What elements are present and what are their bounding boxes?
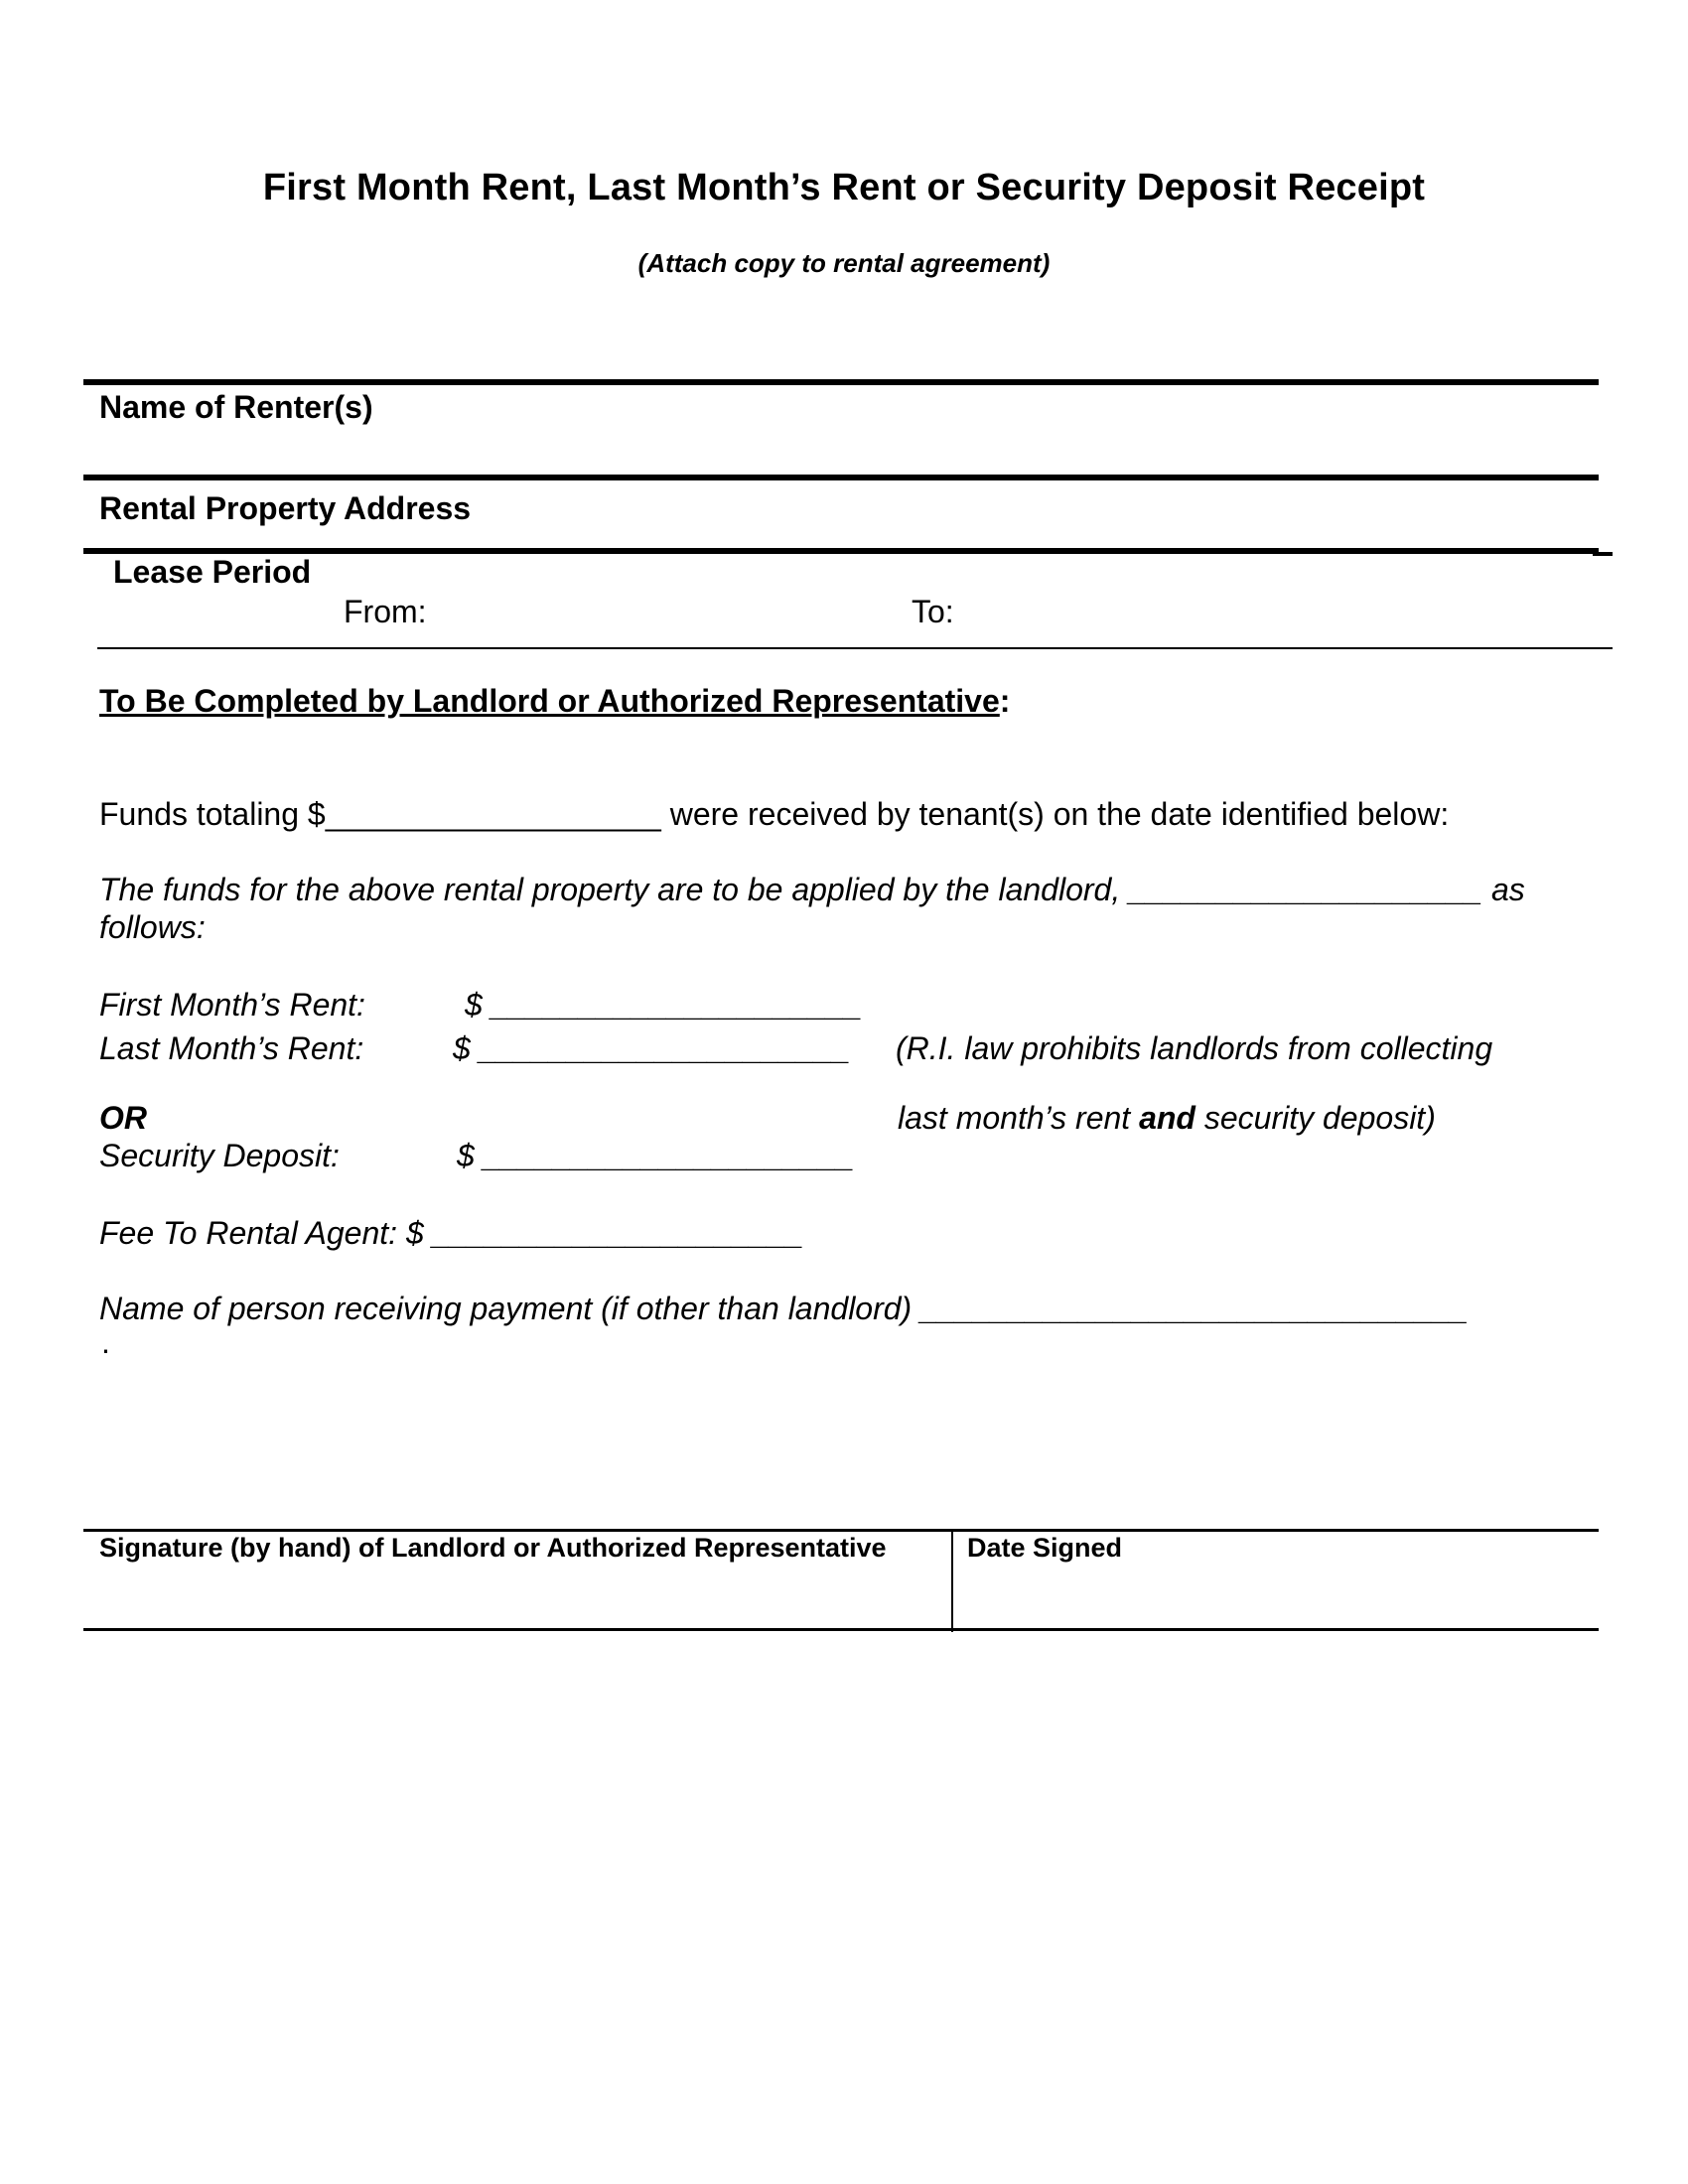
first-month-rent-field[interactable]: $ _____________________: [465, 987, 863, 1023]
signature-top-rule: [83, 1529, 1599, 1532]
fee-rental-agent-field[interactable]: Fee To Rental Agent: $ _____________________: [99, 1215, 804, 1251]
landlord-section-heading: [99, 683, 1010, 720]
signature-divider: [951, 1529, 953, 1632]
last-month-rent-label: Last Month’s Rent:: [99, 1030, 364, 1066]
signature-label: Signature (by hand) of Landlord or Authorized Representative: [99, 1533, 887, 1563]
top-rule: [83, 379, 1599, 385]
date-signed-label: Date Signed: [967, 1533, 1123, 1563]
renter-name-rule: [83, 475, 1599, 480]
stray-dot: .: [101, 1324, 110, 1360]
landlord-section-heading-text: To Be Completed by Landlord or Authorized Representative: [99, 683, 1000, 719]
ri-law-note-line2: [898, 1100, 1436, 1137]
lease-from-label: From:: [344, 594, 427, 629]
rental-address-rule-tail: [1593, 552, 1613, 556]
first-month-rent-label: First Month’s Rent:: [99, 987, 365, 1023]
funds-applied-line1: The funds for the above rental property are to be applied by the landlord, ____________________ as: [99, 872, 1525, 907]
ri-law-note-line2-post: security deposit): [1195, 1100, 1436, 1136]
landlord-section-heading-colon: :: [999, 683, 1011, 719]
funds-received-text: were received by tenant(s) on the date identified below:: [669, 796, 1450, 832]
security-deposit-label: Security Deposit:: [99, 1138, 340, 1173]
rental-address-label: Rental Property Address: [99, 490, 472, 526]
funds-applied-line2: follows:: [99, 909, 206, 945]
or-label: OR: [99, 1100, 147, 1136]
last-month-rent-field[interactable]: $ _____________________: [453, 1030, 851, 1066]
lease-to-label: To:: [912, 594, 954, 629]
page-title: First Month Rent, Last Month’s Rent or Security Deposit Receipt: [262, 167, 1426, 208]
security-deposit-field[interactable]: $ _____________________: [457, 1138, 855, 1173]
page-subtitle: (Attach copy to rental agreement): [637, 248, 1051, 278]
ri-law-note-line1: (R.I. law prohibits landlords from collecting: [896, 1030, 1493, 1066]
lease-period-rule: [97, 647, 1613, 649]
lease-period-label: Lease Period: [113, 554, 312, 590]
funds-totaling-line: [99, 796, 1449, 833]
renter-name-label: Name of Renter(s): [99, 389, 373, 425]
ri-law-note-line2-bold: and: [1139, 1100, 1196, 1136]
funds-totaling-field[interactable]: Funds totaling $___________________: [99, 796, 661, 832]
ri-law-note-line2-pre: last month’s rent: [898, 1100, 1140, 1136]
signature-bottom-rule: [83, 1628, 1599, 1631]
receiver-name-field[interactable]: Name of person receiving payment (if other than landlord) _______________________________: [99, 1291, 1469, 1326]
